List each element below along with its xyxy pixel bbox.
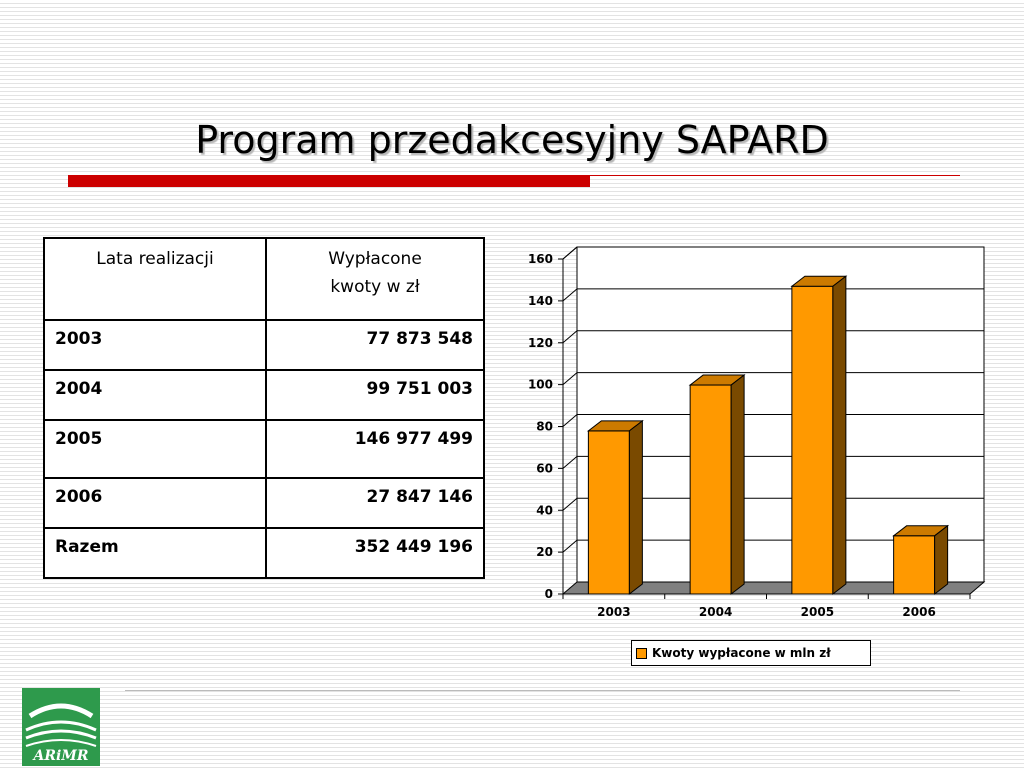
- gridline-diagonal: [563, 540, 577, 552]
- legend-label: Kwoty wypłacone w mln zł: [652, 646, 831, 660]
- y-tick-label: 60: [536, 461, 553, 476]
- y-tick-label: 0: [544, 587, 553, 601]
- x-tick-label: 2004: [698, 605, 733, 619]
- arimr-logo: [22, 688, 100, 766]
- bar-front: [690, 385, 731, 594]
- row-year: 2003: [44, 320, 266, 370]
- bar-side: [629, 421, 642, 594]
- y-tick-label: 40: [536, 503, 553, 518]
- gridline-diagonal: [563, 247, 577, 259]
- gridline-diagonal: [563, 373, 577, 385]
- y-tick-label: 20: [536, 545, 553, 560]
- gridline-diagonal: [563, 331, 577, 343]
- row-year: Razem: [44, 528, 266, 578]
- row-amount: 146 977 499: [266, 420, 484, 478]
- gridline-diagonal: [563, 456, 577, 468]
- gridline-diagonal: [563, 415, 577, 427]
- bar-front: [588, 431, 629, 594]
- header-years: Lata realizacji: [44, 238, 266, 320]
- gridline-diagonal: [563, 289, 577, 301]
- bar-front: [894, 536, 935, 594]
- row-amount: 99 751 003: [266, 370, 484, 420]
- y-tick-label: 120: [527, 335, 553, 350]
- row-amount: 77 873 548: [266, 320, 484, 370]
- logo-text: ARiMR: [33, 748, 89, 764]
- x-tick-label: 2005: [800, 605, 835, 619]
- row-year: 2005: [44, 420, 266, 478]
- x-tick-label: 2003: [597, 605, 631, 619]
- bar-side: [731, 375, 744, 594]
- x-tick-label: 2006: [902, 605, 936, 619]
- legend-swatch: [636, 648, 647, 659]
- page-title: Program przedakcesyjny SAPARD: [195, 118, 829, 162]
- bar-side: [935, 526, 948, 594]
- row-year: 2006: [44, 478, 266, 528]
- y-tick-label: 100: [527, 377, 553, 392]
- bar-front: [792, 286, 833, 594]
- gridline-diagonal: [563, 498, 577, 510]
- y-tick-label: 140: [527, 293, 553, 308]
- footer-divider: [125, 690, 960, 691]
- y-tick-label: 160: [527, 252, 553, 266]
- chart-legend: [631, 640, 871, 666]
- row-amount: 27 847 146: [266, 478, 484, 528]
- header-amounts: Wypłacone kwoty w zł: [266, 238, 484, 320]
- row-year: 2004: [44, 370, 266, 420]
- bar-side: [833, 276, 846, 594]
- row-amount: 352 449 196: [266, 528, 484, 578]
- y-tick-label: 80: [536, 419, 553, 434]
